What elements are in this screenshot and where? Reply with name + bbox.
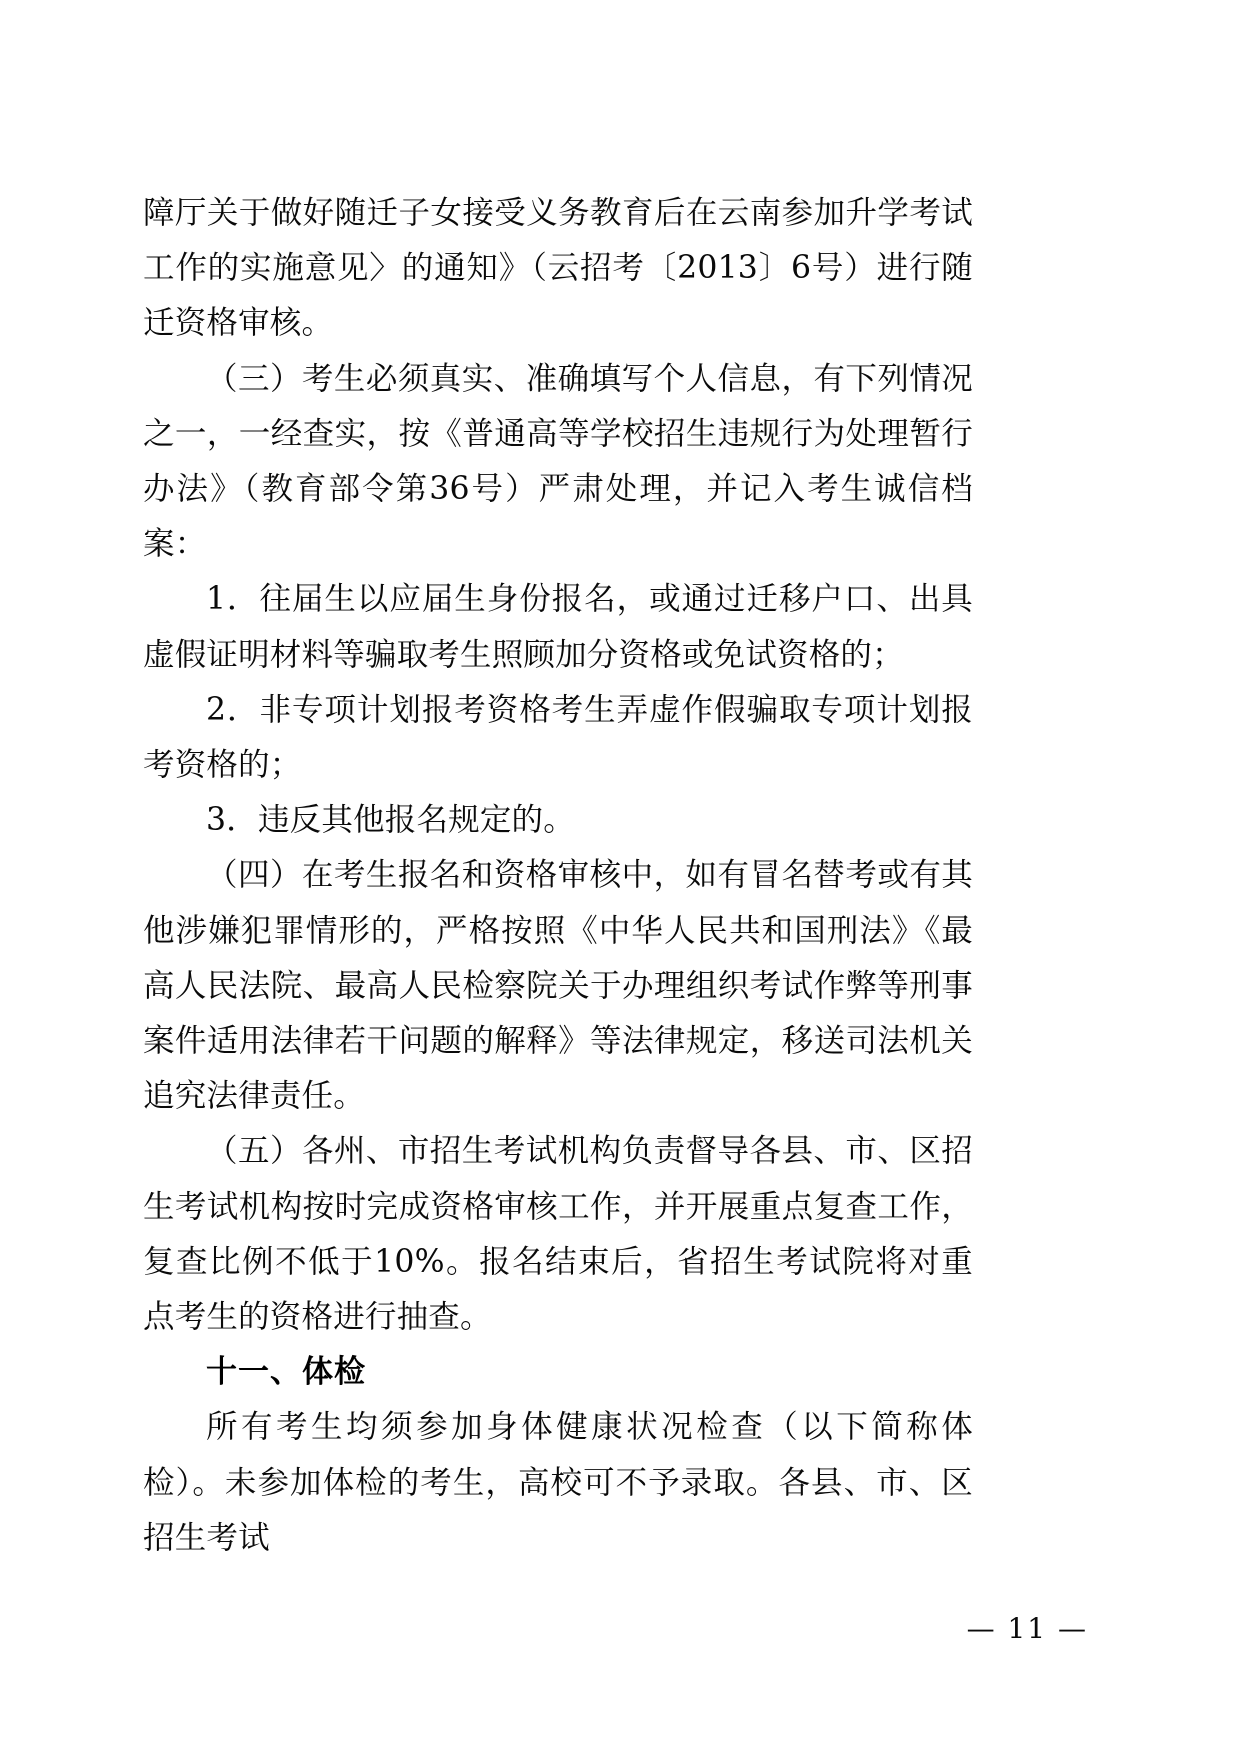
paragraph-continuation: 障厅关于做好随迁子女接受义务教育后在云南参加升学考试工作的实施意见〉的通知》（云招考〔2013〕6号）进行随迁资格审核。: [143, 195, 973, 342]
paragraph-item-five: （五）各州、市招生考试机构负责督导各县、市、区招生考试机构按时完成资格审核工作，并开展重点复查工作，复查比例不低于10%。报名结束后，省招生考试院将对重点考生的资格进行抽查。: [143, 1133, 973, 1336]
section-heading-physical-exam: 十一、体检: [206, 1354, 366, 1391]
paragraph-closing: 所有考生均须参加身体健康状况检查（以下简称体检）。未参加体检的考生，高校可不予录取。各县、市、区招生考试: [143, 1409, 973, 1556]
document-body: [143, 186, 973, 1566]
paragraph-sub-item-2: 2．非专项计划报考资格考生弄虚作假骗取专项计划报考资格的；: [143, 691, 973, 784]
paragraph-item-three: （三）考生必须真实、准确填写个人信息，有下列情况之一，一经查实，按《普通高等学校招生违规行为处理暂行办法》（教育部令第36号）严肃处理，并记入考生诚信档案：: [143, 360, 973, 563]
paragraph-sub-item-1: 1．往届生以应届生身份报名，或通过迁移户口、出具虚假证明材料等骗取考生照顾加分资格或免试资格的；: [143, 581, 973, 673]
page-number: — 11 —: [966, 1612, 1088, 1645]
paragraph-item-four: （四）在考生报名和资格审核中，如有冒名替考或有其他涉嫌犯罪情形的，严格按照《中华人民共和国刑法》《最高人民法院、最高人民检察院关于办理组织考试作弊等刑事案件适用法律若干问题的解释》等法律规定，移送司法机关追究法律责任。: [143, 857, 973, 1115]
paragraph-sub-item-3: 3．违反其他报名规定的。: [206, 802, 575, 839]
